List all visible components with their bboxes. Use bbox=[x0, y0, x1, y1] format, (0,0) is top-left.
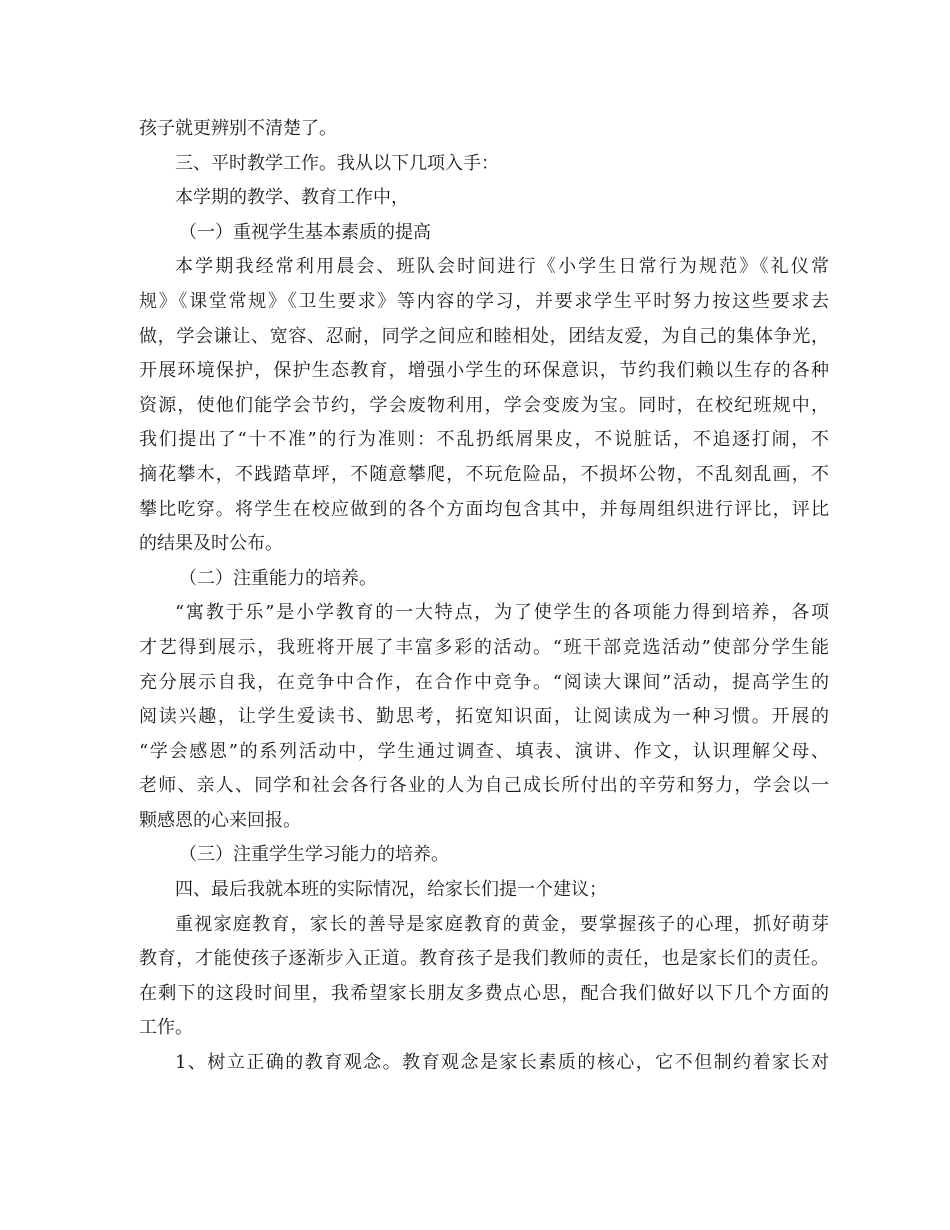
text-line: 老师、亲人、同学和社会各行各业的人为自己成长所付出的辛劳和努力，学会以一 bbox=[139, 775, 829, 797]
text-line: 攀比吃穿。将学生在校应做到的各个方面均包含其中，并每周组织进行评比，评比 bbox=[139, 498, 829, 520]
text-line: 才艺得到展示，我班将开展了丰富多彩的活动。“班干部竞选活动”使部分学生能 bbox=[139, 636, 829, 658]
text-line: 工作。 bbox=[139, 1017, 193, 1039]
text-line: （一）重视学生基本素质的提高 bbox=[179, 221, 431, 243]
text-line: 教育，才能使孩子逐渐步入正道。教育孩子是我们教师的责任，也是家长们的责任。 bbox=[139, 948, 829, 970]
text-line: （二）注重能力的培养。 bbox=[179, 567, 377, 589]
text-line: 阅读兴趣，让学生爱读书、勤思考，拓宽知识面，让阅读成为一种习惯。开展的 bbox=[139, 706, 829, 728]
text-line: 颗感恩的心来回报。 bbox=[139, 809, 301, 831]
text-line: 开展环境保护，保护生态教育，增强小学生的环保意识，节约我们赖以生存的各种 bbox=[139, 360, 829, 382]
text-line: 摘花攀木，不践踏草坪，不随意攀爬，不玩危险品，不损坏公物，不乱刻乱画，不 bbox=[139, 463, 829, 485]
text-line: 我们提出了“十不准”的行为准则：不乱扔纸屑果皮，不说脏话，不追逐打闹，不 bbox=[139, 429, 829, 451]
text-line: 1、树立正确的教育观念。教育观念是家长素质的核心，它不但制约着家长对 bbox=[175, 1052, 829, 1074]
text-line: “寓教于乐”是小学教育的一大特点，为了使学生的各项能力得到培养，各项 bbox=[175, 602, 829, 624]
text-line: 充分展示自我，在竞争中合作，在合作中竞争。“阅读大课间”活动，提高学生的 bbox=[139, 671, 829, 693]
text-line: 本学期我经常利用晨会、班队会时间进行《小学生日常行为规范》《礼仪常 bbox=[175, 256, 829, 278]
text-line: 三、平时教学工作。我从以下几项入手： bbox=[175, 152, 499, 174]
text-line: 重视家庭教育，家长的善导是家庭教育的黄金，要掌握孩子的心理，抓好萌芽 bbox=[175, 913, 829, 935]
text-line: 四、最后我就本班的实际情况，给家长们提一个建议； bbox=[175, 879, 607, 901]
text-line: 资源，使他们能学会节约，学会废物利用，学会变废为宝。同时，在校纪班规中， bbox=[139, 394, 829, 416]
text-line: 的结果及时公布。 bbox=[139, 533, 283, 555]
text-line: 孩子就更辨别不清楚了。 bbox=[139, 118, 337, 139]
text-line: “学会感恩”的系列活动中，学生通过调查、填表、演讲、作文，认识理解父母、 bbox=[139, 740, 829, 762]
text-line: 做，学会谦让、宽容、忍耐，同学之间应和睦相处，团结友爱，为自己的集体争光， bbox=[139, 325, 829, 347]
text-line: 规》《课堂常规》《卫生要求》等内容的学习，并要求学生平时努力按这些要求去 bbox=[139, 290, 829, 312]
text-line: 在剩下的这段时间里，我希望家长朋友多费点心思，配合我们做好以下几个方面的 bbox=[139, 982, 829, 1004]
text-line: 本学期的教学、教育工作中， bbox=[175, 187, 409, 209]
document-body bbox=[139, 112, 829, 1081]
text-line: （三）注重学生学习能力的培养。 bbox=[179, 844, 449, 866]
